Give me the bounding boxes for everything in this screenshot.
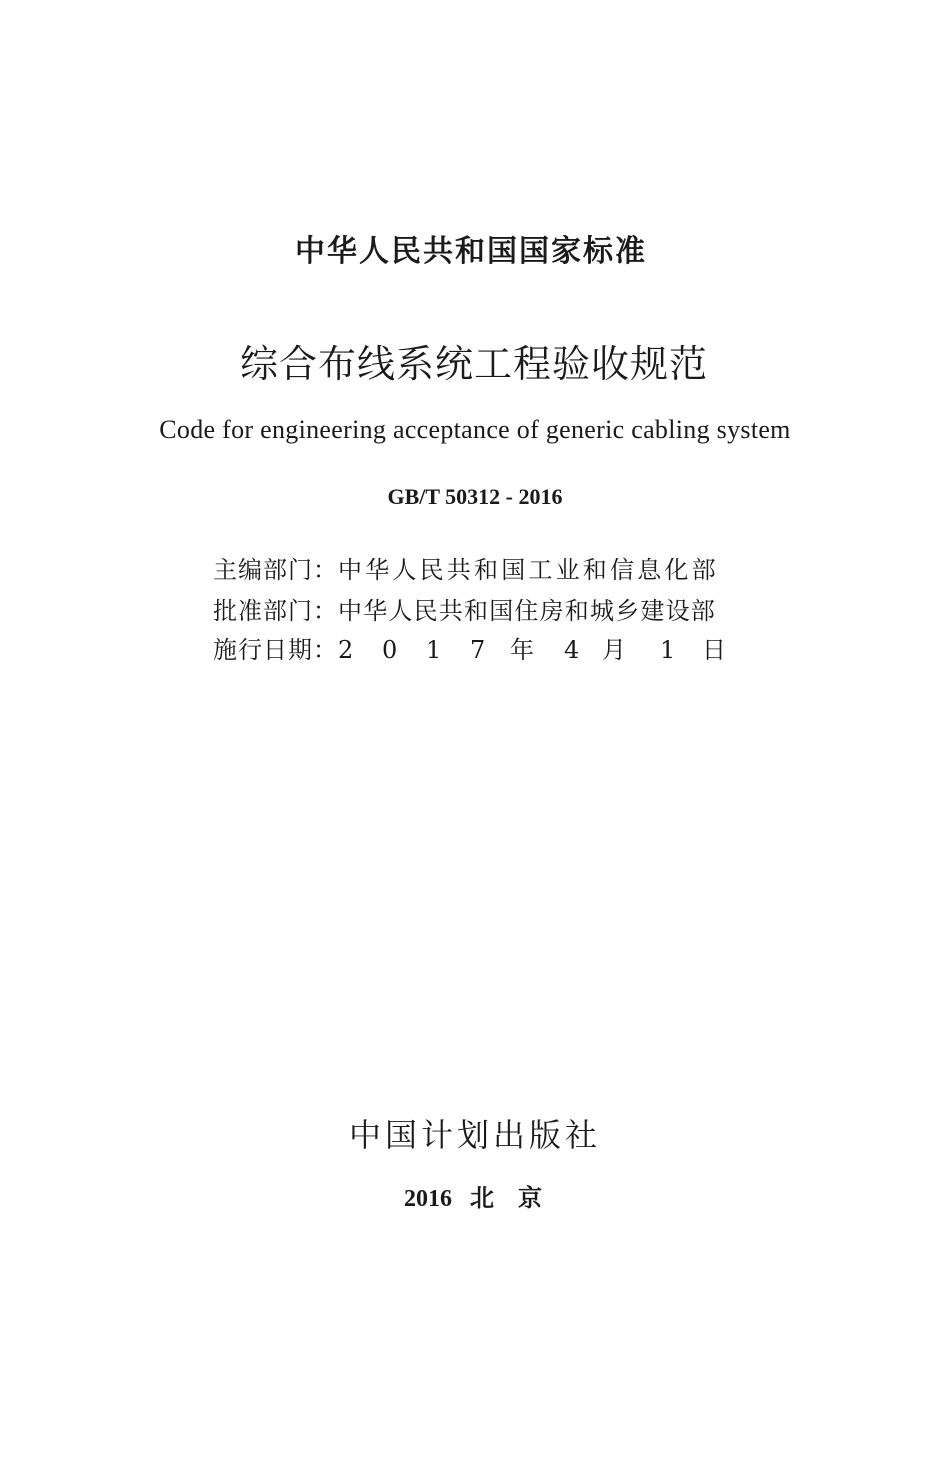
date-day-char: 日 [702,636,727,664]
editor-department-value: 中华人民共和国工业和信息化部 [338,556,719,584]
date-month-char: 月 [602,636,627,664]
approver-department-row [213,591,716,626]
standard-series: 中华人民共和国国家标准 [295,234,647,269]
english-title: Code for engineering acceptance of generic cabling system [159,415,791,444]
approver-department-value: 中华人民共和国住房和城乡建设部 [338,597,716,625]
imprint-city: 北 京 [470,1184,542,1212]
date-digit: 1 [660,636,677,664]
editor-department-row [213,550,719,585]
date-digit: 2 [338,636,355,664]
approver-department-label: 批准部门： [213,597,338,625]
date-digit: 4 [564,636,581,664]
standard-code: GB/T 50312 - 2016 [387,484,563,509]
editor-department-label: 主编部门： [213,556,338,584]
chinese-title: 综合布线系统工程验收规范 [239,342,708,386]
publisher-name: 中国计划出版社 [348,1116,601,1154]
date-digit: 7 [470,636,487,664]
imprint-year: 2016 [404,1186,452,1212]
effective-date-label: 施行日期： [213,636,338,664]
date-digit: 1 [426,636,443,664]
date-year-char: 年 [510,636,535,664]
imprint [0,1178,948,1213]
effective-date-value [338,630,732,665]
date-digit: 0 [382,636,399,664]
effective-date-row [213,630,732,665]
